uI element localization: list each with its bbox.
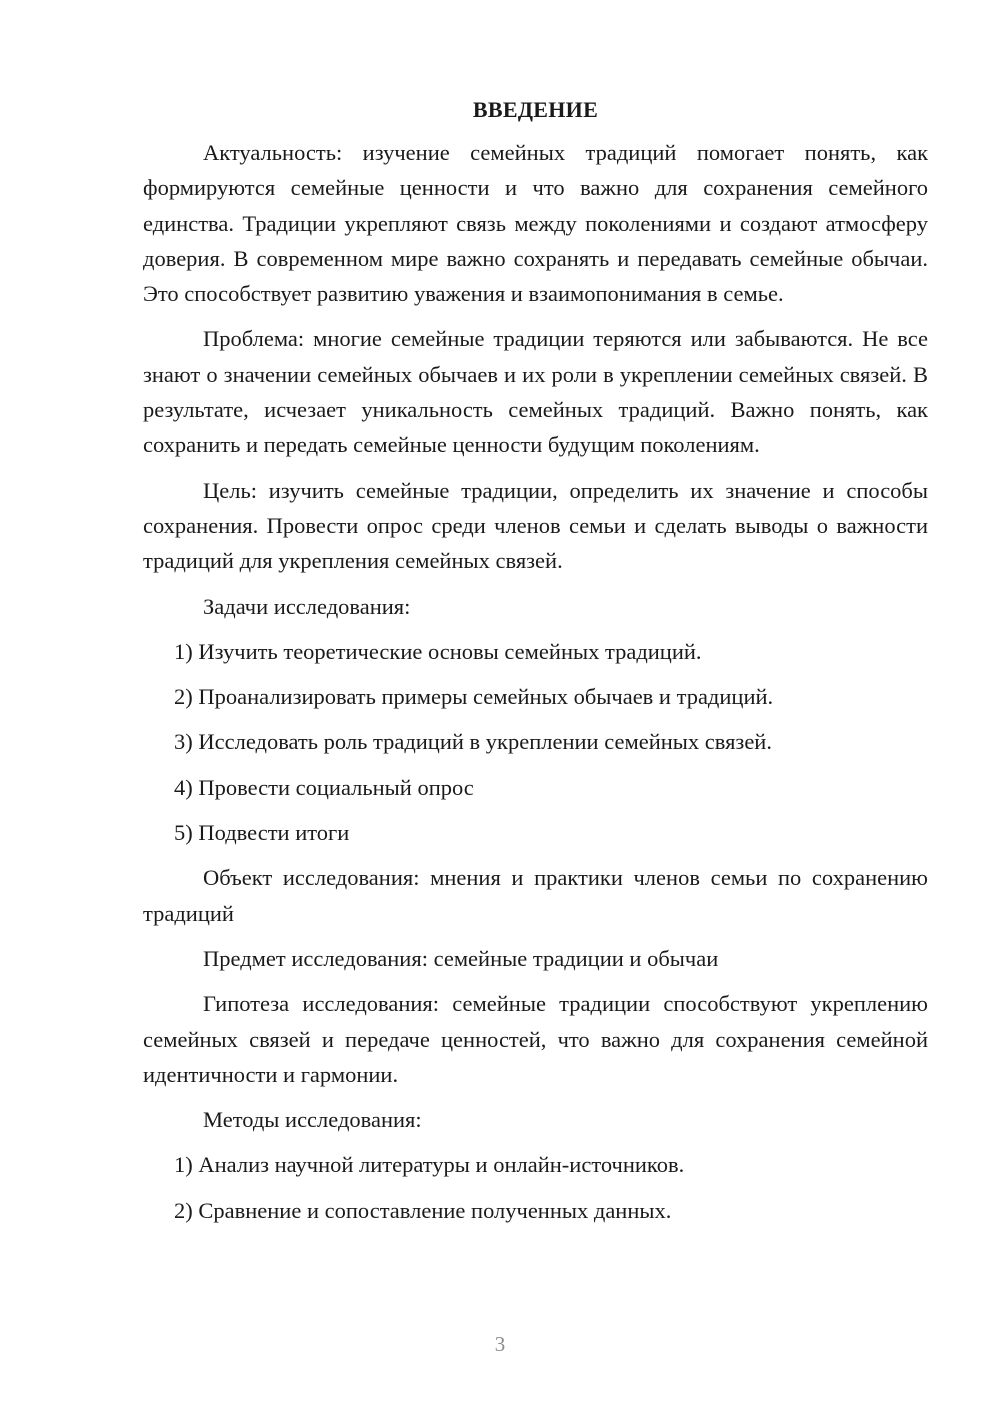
page-title: ВВЕДЕНИЕ: [472, 97, 599, 122]
page-number: 3: [494, 1332, 506, 1356]
task-item: 5) Подвести итоги: [174, 820, 350, 846]
hypothesis-paragraph: Гипотеза исследования: семейные традиции способствуют укреплению семейных связей и передаче ценностей, что важно для сохранения семейной идентичности и гармонии.: [143, 991, 928, 1087]
relevance-paragraph: Актуальность: изучение семейных традиций помогает понять, как формируются семейные ценности и что важно для сохранения семейного единства. Традиции укрепляют связь между поколениями и создают атмосферу доверия. В современном мире важно сохранять и передавать семейные обычаи. Это способствует развитию уважения и взаимопонимания в семье.: [143, 140, 928, 307]
method-item: 2) Сравнение и сопоставление полученных данных.: [174, 1197, 672, 1223]
methods-heading: Методы исследования:: [203, 1107, 422, 1133]
task-item: 3) Исследовать роль традиций в укреплении семейных связей.: [174, 729, 772, 755]
task-item: 1) Изучить теоретические основы семейных традиций.: [174, 638, 702, 664]
tasks-list: [143, 634, 928, 850]
tasks-heading: Задачи исследования:: [203, 593, 411, 619]
task-item: 4) Провести социальный опрос: [174, 774, 474, 800]
subject-paragraph: Предмет исследования: семейные традиции и обычаи: [203, 945, 719, 971]
goal-paragraph: Цель: изучить семейные традиции, определить их значение и способы сохранения. Провести опрос среди членов семьи и сделать выводы о важности традиций для укрепления семейных связей.: [143, 477, 928, 574]
document-page: [143, 95, 928, 1238]
task-item: 2) Проанализировать примеры семейных обычаев и традиций.: [174, 684, 774, 710]
method-item: 1) Анализ научной литературы и онлайн-источников.: [174, 1152, 685, 1178]
problem-paragraph: Проблема: многие семейные традиции теряются или забываются. Не все знают о значении семейных обычаев и их роли в укреплении семейных связей. В результате, исчезает уникальность семейных традиций. Важно понять, как сохранить и передать семейные ценности будущим поколениям.: [143, 326, 928, 458]
methods-list: [143, 1147, 928, 1228]
object-paragraph: Объект исследования: мнения и практики членов семьи по сохранению традиций: [143, 865, 928, 926]
